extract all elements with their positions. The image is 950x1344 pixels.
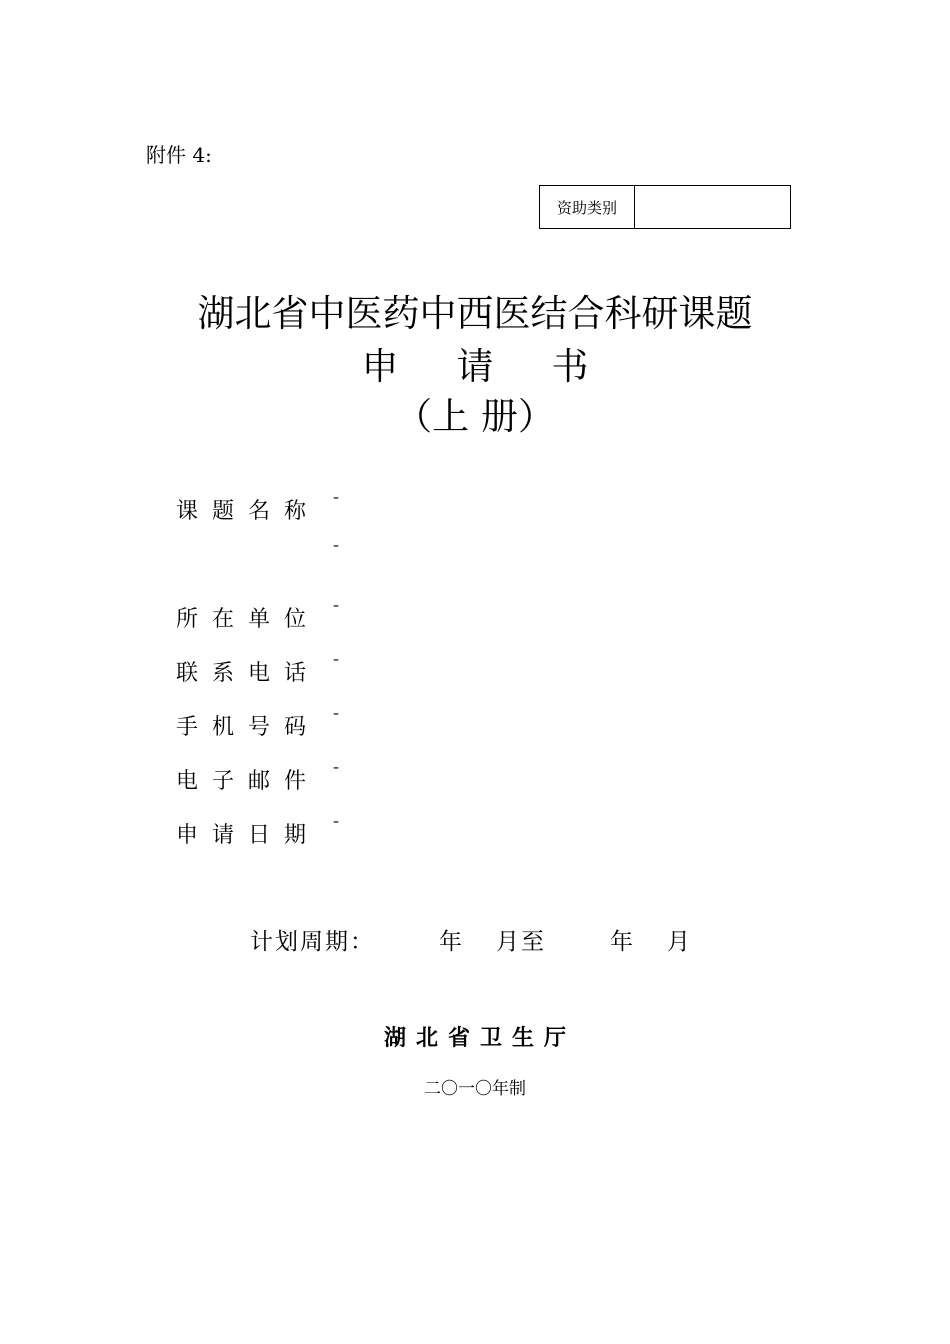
field-institution: [176, 602, 340, 636]
field-apply-date: [176, 818, 340, 852]
field-marker: ¯: [332, 542, 340, 561]
field-label: 电子邮件: [176, 769, 321, 794]
plan-period: [250, 923, 692, 956]
plan-year-end: 年: [610, 929, 635, 955]
field-marker: ¯: [332, 764, 340, 783]
field-marker: ¯: [332, 494, 340, 513]
field-label: 申请日期: [176, 823, 321, 848]
funding-category-table: [539, 185, 791, 229]
field-project-name: [176, 494, 340, 528]
attachment-label: 附件 4:: [146, 143, 212, 167]
field-marker: ¯: [332, 656, 340, 675]
field-marker: ¯: [332, 602, 340, 621]
field-project-name-cont: [176, 542, 340, 576]
plan-month-to: 月至: [496, 929, 546, 955]
field-label: 联系电话: [176, 661, 321, 686]
field-marker: ¯: [332, 710, 340, 729]
form-volume: （上 册）: [395, 395, 555, 438]
field-phone: [176, 656, 340, 690]
field-marker: ¯: [332, 818, 340, 837]
plan-month-end: 月: [667, 929, 692, 955]
made-year: 二〇一〇年制: [424, 1079, 526, 1099]
form-subtitle: 申请书: [361, 345, 647, 388]
field-label: 课题名称: [176, 499, 321, 524]
issuing-department: 湖北省卫生厅: [383, 1025, 576, 1051]
plan-period-label: 计划周期：: [250, 929, 375, 955]
funding-category-label: 资助类别: [540, 186, 635, 228]
field-email: [176, 764, 340, 798]
field-label: 所在单位: [176, 607, 321, 632]
plan-year-start: 年: [439, 929, 464, 955]
field-mobile: [176, 710, 340, 744]
form-title: 湖北省中医药中西医结合科研课题: [197, 292, 753, 335]
field-label: 手机号码: [176, 715, 321, 740]
funding-category-field[interactable]: [635, 186, 790, 228]
